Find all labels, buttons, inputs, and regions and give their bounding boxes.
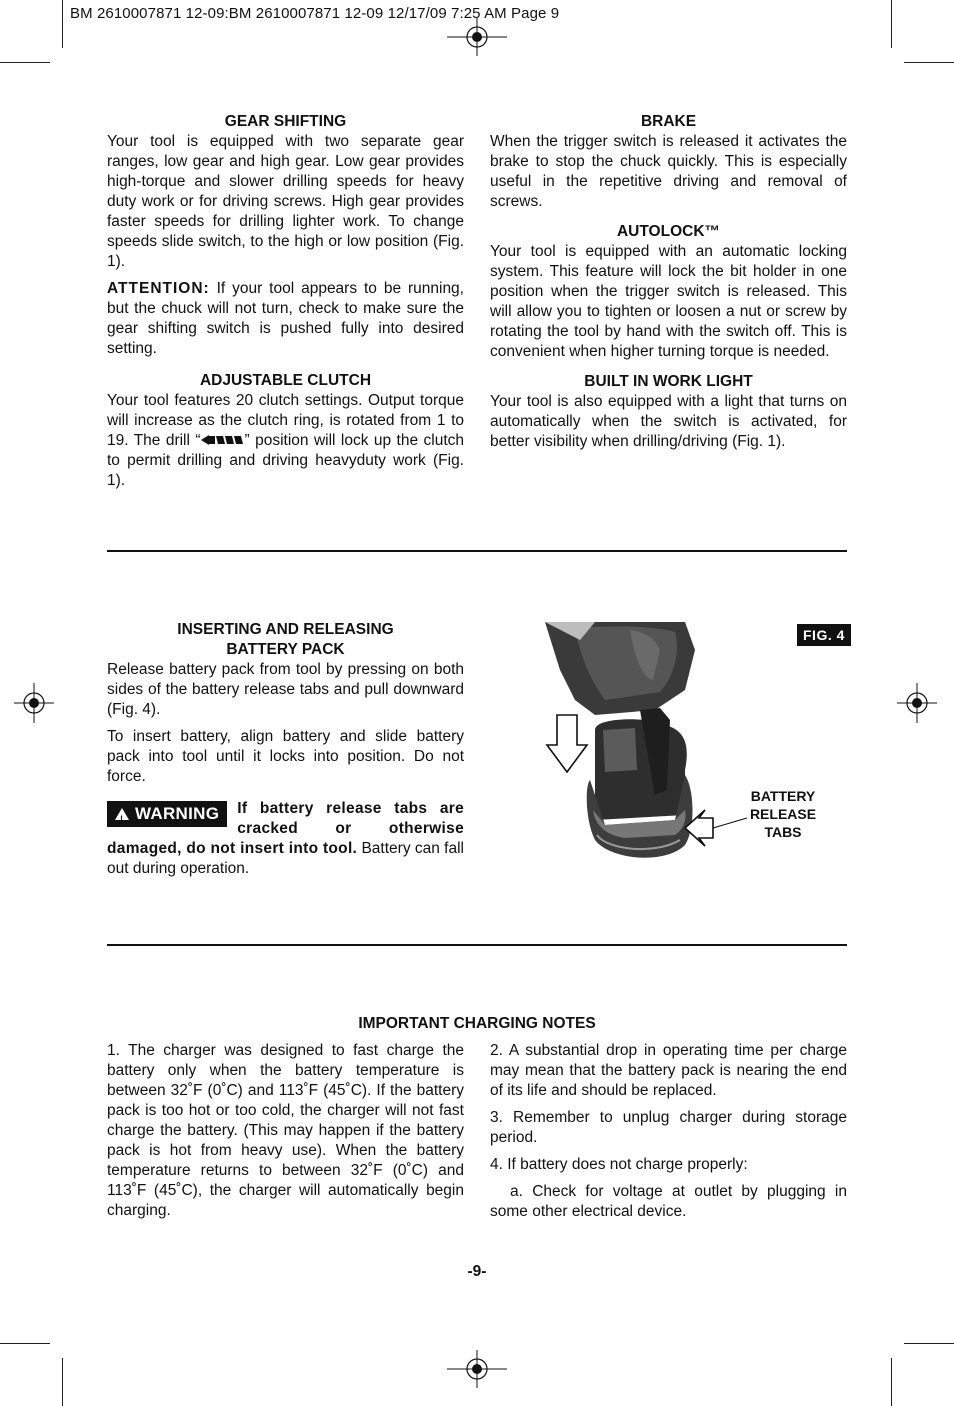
autolock-heading: AUTOLOCK™ — [616, 223, 721, 240]
battery-heading-line2: BATTERY PACK — [226, 641, 345, 658]
callout-line: TABS — [764, 824, 802, 840]
charging-note-1: 1. The charger was designed to fast charge the battery only when the battery temperature is between 32˚F (0˚C) and 113˚F (45˚C). If the battery pack is too hot or too cold, the charger will not fast charge the battery. (This may happen if the battery pack is hot from heavy use). When the battery temperature returns to between 32˚F (0˚C) and 113˚F (45˚C), the charger will automatically begin charging. — [107, 1042, 464, 1219]
left-top-column — [107, 112, 464, 498]
gear-shifting-heading: GEAR SHIFTING — [224, 113, 347, 130]
section-divider-2 — [107, 944, 847, 946]
registration-mark-left — [14, 683, 54, 723]
charging-note-2: 2. A substantial drop in operating time per charge may mean that the battery pack is nearing the end of its life and should be replaced. — [490, 1042, 847, 1099]
work-light-text: Your tool is also equipped with a light that turns on automatically when the switch is activated, for better visibility when drilling/driving (Fig. 1). — [490, 393, 847, 450]
callout-line: BATTERY — [750, 788, 816, 804]
page-number: -9- — [467, 1263, 487, 1280]
battery-insert-text: To insert battery, align battery and slide battery pack into tool until it locks into position. Do not force. — [107, 728, 464, 785]
battery-release-tabs-callout — [745, 787, 821, 841]
warning-badge — [107, 801, 227, 827]
registration-mark-top — [447, 18, 507, 56]
battery-figure-illustration — [535, 620, 755, 880]
adjustable-clutch-text — [107, 391, 464, 491]
right-top-column — [490, 112, 847, 459]
clutch-text-start: Your tool features 20 clutch settings. Output torque will increase as the clutch ring, is rotated from 1 to 19. The drill “ — [107, 392, 464, 449]
brake-heading: BRAKE — [640, 113, 697, 130]
registration-mark-right — [897, 683, 937, 723]
charging-note-4a: a. Check for voltage at outlet by plugging in some other electrical device. — [490, 1183, 847, 1220]
drill-setting-icon — [201, 435, 245, 445]
warning-paragraph — [107, 799, 464, 879]
autolock-text: Your tool is equipped with an automatic locking system. This feature will lock the bit holder in one position when the trigger switch is released. This will allow you to tighten or loosen a nut or screw by rotating the tool by hand with the switch off. This is convenient when higher turning torque is needed. — [490, 243, 847, 360]
warning-triangle-icon — [115, 808, 129, 820]
charging-notes-heading: IMPORTANT CHARGING NOTES — [358, 1015, 596, 1032]
charging-right-column — [490, 1041, 847, 1229]
registration-mark-bottom — [447, 1350, 507, 1388]
attention-text: If your tool appears to be running, but the chuck will not turn, check to make sure the gear shifting switch is pushed fully into desired setting. — [107, 280, 464, 357]
work-light-heading: BUILT IN WORK LIGHT — [584, 373, 753, 390]
clutch-text-end: ” position will lock up the clutch to permit drilling and driving heavyduty work (Fig. 1). — [107, 432, 464, 489]
brake-text: When the trigger switch is released it activates the brake to stop the chuck quickly. This is especially useful in the repetitive driving and removal of screws. — [490, 133, 847, 210]
charging-note-3: 3. Remember to unplug charger during storage period. — [490, 1109, 847, 1146]
warning-rest-text: Battery can fall out during operation. — [107, 840, 464, 877]
charging-note-4: 4. If battery does not charge properly: — [490, 1156, 748, 1173]
figure-label: FIG. 4 — [797, 624, 851, 646]
battery-section — [107, 620, 464, 886]
adjustable-clutch-heading: ADJUSTABLE CLUTCH — [199, 372, 372, 389]
callout-line: RELEASE — [749, 806, 817, 822]
warning-bold-text: If battery release tabs are cracked or otherwise damaged, do not insert into tool. — [107, 800, 464, 857]
attention-label: ATTENTION: — [107, 280, 210, 297]
battery-heading-line1: INSERTING AND RELEASING — [177, 621, 394, 638]
battery-release-text: Release battery pack from tool by pressing on both sides of the battery release tabs and pull downward (Fig. 4). — [107, 661, 464, 718]
charging-left-column — [107, 1041, 464, 1228]
attention-paragraph — [107, 279, 464, 359]
print-slug: BM 2610007871 12-09:BM 2610007871 12-09 12/17/09 7:25 AM Page 9 — [70, 5, 560, 22]
gear-shifting-text: Your tool is equipped with two separate gear ranges, low gear and high gear. Low gear provides high-torque and slower drilling speeds for heavy duty work or for driving screws. High gear provides faster speeds for drilling lighter work. To change speeds slide switch, to the high or low position (Fig. 1). — [107, 133, 464, 270]
warning-label: WARNING — [135, 804, 220, 823]
section-divider-1 — [107, 550, 847, 552]
